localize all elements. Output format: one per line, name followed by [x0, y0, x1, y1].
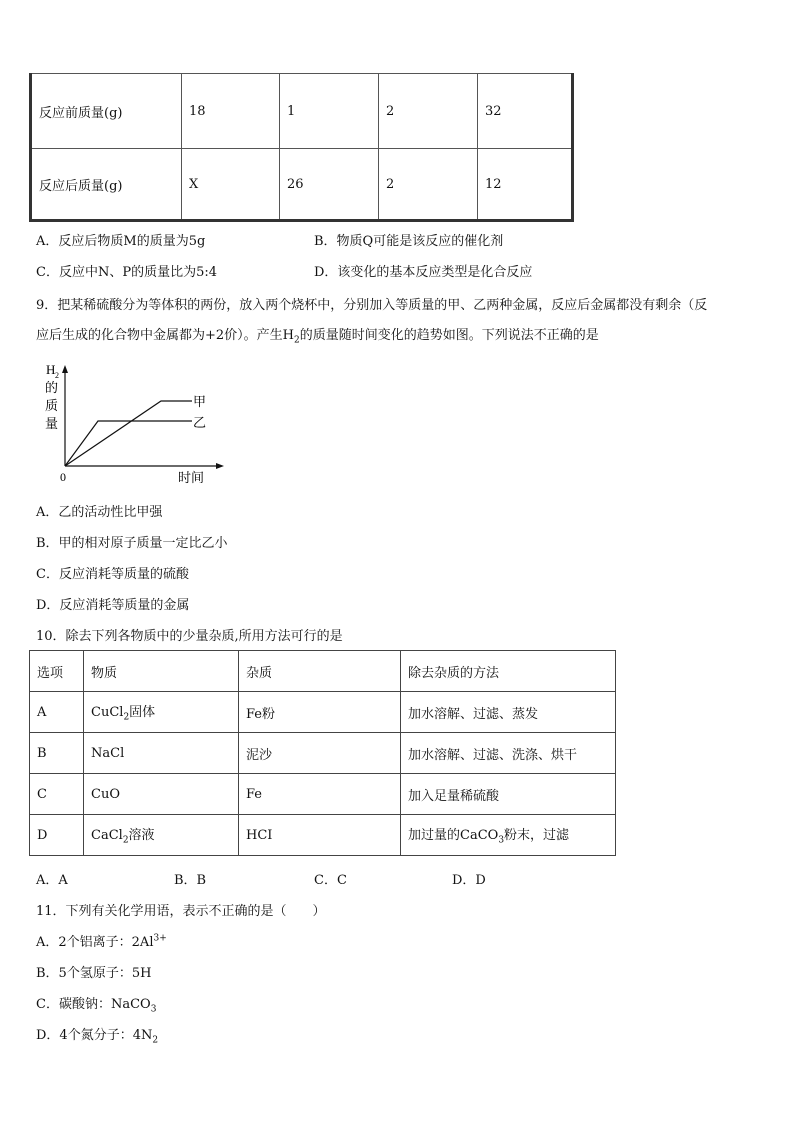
q8-option-b[interactable]: B．物质Q可能是该反应的催化剂: [314, 234, 504, 249]
q9-stem-text: 的质量随时间变化的趋势如图。下列说法不正确的是: [299, 328, 599, 343]
y-axis-label: 的: [45, 381, 59, 396]
table-cell: [84, 815, 239, 856]
series-label-jia: 甲: [193, 395, 207, 410]
charge-sup: 3+: [153, 933, 167, 944]
table-cell: X: [182, 149, 280, 221]
table-cell: C: [30, 774, 84, 815]
h2-mass-time-graph: [38, 360, 238, 490]
series-line-jia: [65, 401, 192, 466]
table-cell: 26: [280, 149, 379, 221]
table-cell: 2: [379, 149, 478, 221]
header-cell: 除去杂质的方法: [401, 651, 616, 692]
table-cell: [84, 692, 239, 733]
q9-stem-sub: 2: [294, 335, 300, 346]
table-row: [30, 815, 616, 856]
table-cell: 18: [182, 74, 280, 149]
header-cell: 选项: [30, 651, 84, 692]
formula: CuCl: [91, 705, 124, 721]
option-text: D．4个氮分子：4N: [36, 1028, 153, 1043]
table-cell: NaCl: [84, 733, 239, 774]
q11-option-b[interactable]: B．5个氢原子：5H: [36, 966, 152, 981]
table-cell: 2: [379, 74, 478, 149]
formula-sub: 3: [498, 835, 505, 846]
q8-option-c[interactable]: C．反应中N、P的质量比为5:4: [36, 265, 217, 280]
table-row: [30, 774, 616, 815]
table-cell: A: [30, 692, 84, 733]
table-cell: B: [30, 733, 84, 774]
reaction-mass-table: [29, 73, 574, 222]
table-cell: D: [30, 815, 84, 856]
table-cell: 加水溶解、过滤、洗涤、烘干: [401, 733, 616, 774]
formula-suffix: 固体: [129, 705, 156, 721]
y-axis-arrow: [62, 365, 68, 373]
x-axis-label: 时间: [178, 471, 205, 486]
table-cell: Fe: [239, 774, 401, 815]
q11-option-a[interactable]: [36, 931, 167, 950]
table-cell: Fe粉: [239, 692, 401, 733]
series-line-yi: [65, 421, 192, 466]
formula-sub: 2: [122, 835, 129, 846]
impurity-removal-table: [29, 650, 616, 856]
q9-option-c[interactable]: C．反应消耗等质量的硫酸: [36, 567, 189, 582]
q11-option-c[interactable]: [36, 993, 156, 1015]
q9-option-b[interactable]: B．甲的相对原子质量一定比乙小: [36, 536, 228, 551]
q11-stem: 11．下列有关化学用语，表示不正确的是（ ）: [36, 904, 326, 919]
method-text: 加过量的CaCO: [408, 828, 499, 844]
table-row: [30, 692, 616, 733]
header-cell: 杂质: [239, 651, 401, 692]
q10-option-c[interactable]: C．C: [314, 873, 347, 888]
table-row: [30, 733, 616, 774]
q10-stem: 10．除去下列各物质中的少量杂质,所用方法可行的是: [36, 629, 343, 644]
table-cell: 1: [280, 74, 379, 149]
q9-stem-line1: 9．把某稀硫酸分为等体积的两份，放入两个烧杯中，分别加入等质量的甲、乙两种金属，反应后金属都没有剩余（反: [36, 298, 708, 313]
origin-label: 0: [60, 470, 66, 484]
table-cell: 12: [478, 149, 573, 221]
table-cell: [401, 692, 616, 733]
table-cell: 加入足量稀硫酸: [401, 774, 616, 815]
q8-option-d[interactable]: D．该变化的基本反应类型是化合反应: [314, 265, 533, 280]
y-axis-label: 量: [45, 417, 59, 432]
q10-option-d[interactable]: D．D: [452, 873, 486, 888]
table-cell: [401, 815, 616, 856]
method-text: 加水溶解、过滤、蒸发: [408, 706, 539, 722]
q9-stem-text: 应后生成的化合物中金属都为+2价）。产生H: [36, 328, 295, 343]
table-header-row: [30, 651, 616, 692]
formula: CaCl: [91, 828, 123, 844]
method-text: 粉末，过滤: [504, 828, 570, 844]
table-cell: 泥沙: [239, 733, 401, 774]
row-label: 反应后质量(g): [31, 149, 182, 221]
option-text: A．2个铝离子：2Al: [36, 935, 154, 950]
q9-option-d[interactable]: D．反应消耗等质量的金属: [36, 598, 190, 613]
q10-option-a[interactable]: A．A: [36, 873, 68, 888]
table-cell: HCI: [239, 815, 401, 856]
y-axis-label: 质: [45, 399, 59, 414]
q10-option-b[interactable]: B．B: [174, 873, 207, 888]
option-text: C．碳酸钠：NaCO: [36, 997, 151, 1012]
series-label-yi: 乙: [193, 416, 207, 431]
x-axis-arrow: [216, 463, 224, 469]
formula-sub: 2: [152, 1035, 159, 1046]
row-label: 反应前质量(g): [31, 74, 182, 149]
table-row: [31, 149, 573, 221]
q8-option-a[interactable]: A．反应后物质M的质量为5g: [36, 234, 206, 249]
y-axis-label-h: H: [46, 362, 56, 377]
formula-sub: 2: [123, 712, 130, 723]
table-cell: 32: [478, 74, 573, 149]
table-row: [31, 74, 573, 149]
formula-suffix: 溶液: [128, 828, 155, 844]
formula-sub: 3: [150, 1004, 157, 1015]
table-cell: CuO: [84, 774, 239, 815]
q11-option-d[interactable]: [36, 1024, 158, 1046]
y-axis-label-sub: 2: [55, 371, 59, 380]
q9-stem-line2: [36, 324, 599, 346]
header-cell: 物质: [84, 651, 239, 692]
q9-option-a[interactable]: A．乙的活动性比甲强: [36, 505, 163, 520]
